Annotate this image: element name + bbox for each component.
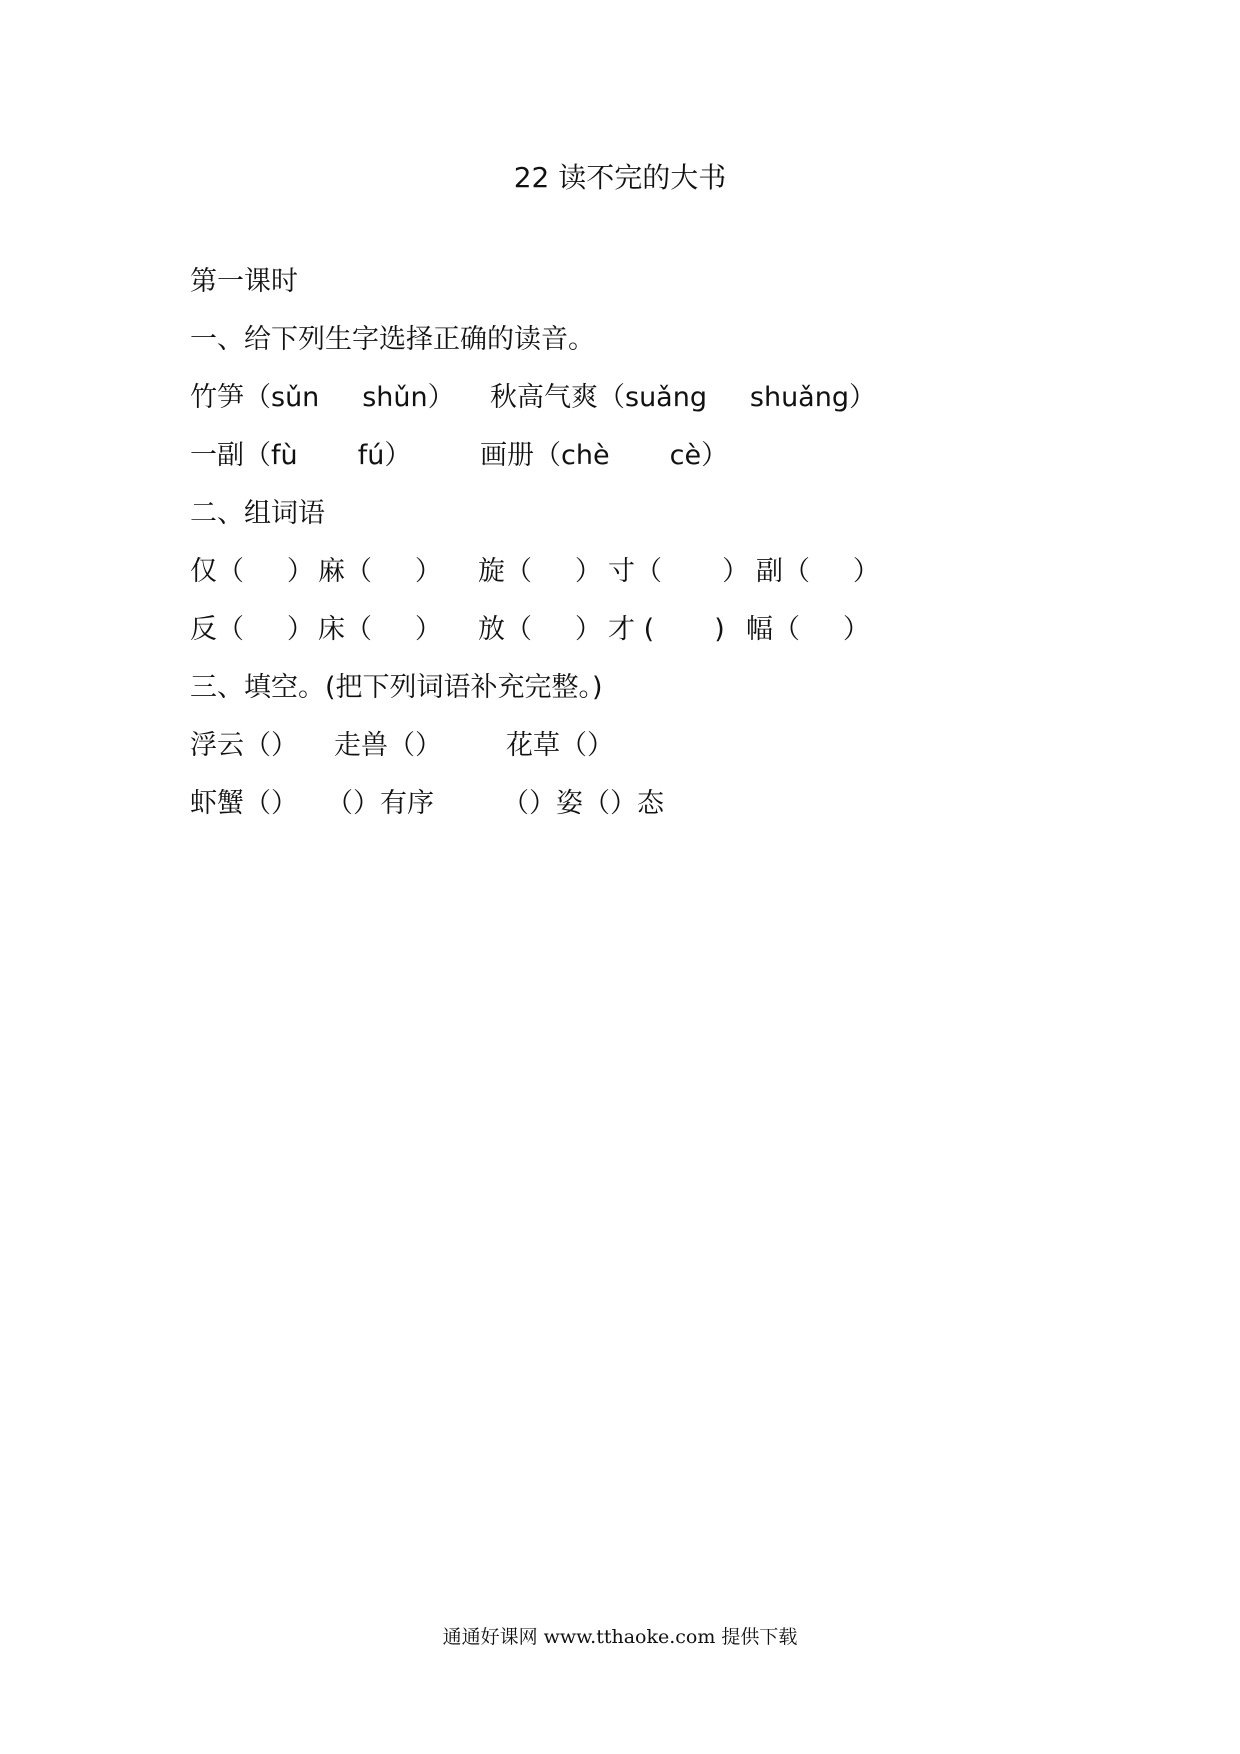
word-item: 仅（ ）	[190, 556, 314, 587]
pinyin-item-zhusun: 竹笋（sǔn shǔn）	[190, 382, 455, 413]
fill-item: 浮云（）	[190, 730, 298, 761]
word-item: 才 ( )	[608, 614, 725, 645]
pinyin-item-qiugaoqishuang: 秋高气爽（suǎng shuǎng）	[490, 382, 876, 413]
word-item: 麻（ ）	[318, 556, 442, 587]
fill-item: 走兽（）	[334, 730, 442, 761]
fill-item: 花草（）	[506, 730, 614, 761]
page-title: 22 读不完的大书	[513, 161, 727, 194]
word-item: 反（ ）	[190, 614, 314, 645]
footer-credit: 通通好课网 www.tthaoke.com 提供下载	[442, 1626, 798, 1648]
fill-item: （）姿（）态	[502, 788, 664, 819]
word-item: 旋（ ）	[478, 556, 602, 587]
fill-item: 虾蟹（）	[190, 788, 298, 819]
pinyin-item-huace: 画册（chè cè）	[480, 440, 729, 471]
word-item: 床（ ）	[318, 614, 442, 645]
pinyin-item-yifu: 一副（fù fú）	[190, 440, 412, 471]
word-item: 放（ ）	[478, 614, 602, 645]
section2-heading: 二、组词语	[190, 498, 325, 529]
word-item: 幅（ ）	[746, 614, 870, 645]
fill-item: （）有序	[326, 788, 434, 819]
lesson-label: 第一课时	[190, 266, 298, 297]
word-item: 寸（ ）	[608, 556, 750, 587]
word-item: 副（ ）	[756, 556, 880, 587]
section3-heading: 三、填空。(把下列词语补充完整。)	[190, 672, 603, 703]
section1-heading: 一、给下列生字选择正确的读音。	[190, 324, 595, 355]
